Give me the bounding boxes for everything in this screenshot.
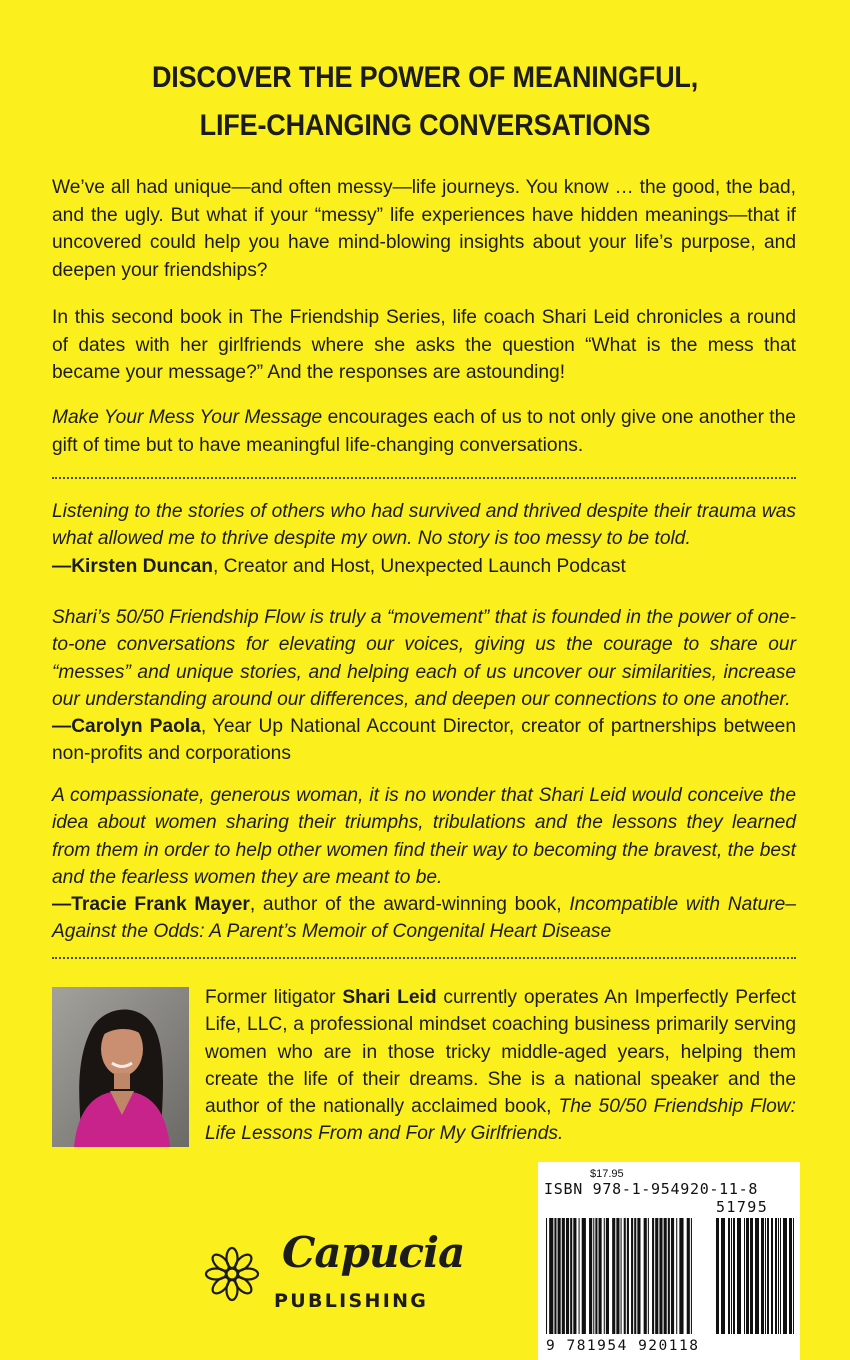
dotted-divider-bottom xyxy=(52,957,796,959)
barcode-bar xyxy=(733,1218,735,1334)
barcode-bar xyxy=(589,1218,592,1334)
barcode-bar xyxy=(606,1218,609,1334)
barcode-bar xyxy=(652,1218,654,1334)
testimonial-attribution: —Tracie Frank Mayer, author of the award-winning book, Incompatible with Nature–Against the Odds: A Parent’s Memoir of Congenital Heart Disease xyxy=(52,894,796,943)
barcode-bar xyxy=(750,1218,753,1334)
barcode-bar xyxy=(755,1218,759,1334)
intro-paragraph-3: Make Your Mess Your Message encourages each of us to not only give one another the gift of time but to have meaningful life-changing conversations. xyxy=(52,407,796,456)
ean-number: 9 781954 920118 xyxy=(546,1338,700,1354)
barcode-bar xyxy=(671,1218,674,1334)
barcode-bar xyxy=(767,1218,769,1334)
barcode-bar xyxy=(687,1218,690,1334)
testimonial-quote: Listening to the stories of others who had survived and thrived despite their trauma was what allowed me to thrive despite my own. No story is too messy to be told. xyxy=(52,501,796,550)
testimonial-2 xyxy=(52,604,796,768)
barcode-bar xyxy=(566,1218,569,1334)
isbn-label: ISBN 978-1-954920-11-8 xyxy=(544,1180,759,1198)
barcode-bar xyxy=(562,1218,565,1334)
barcode-bar xyxy=(616,1218,619,1334)
price-label: $17.95 xyxy=(590,1168,624,1180)
barcode-bar xyxy=(546,1218,547,1334)
barcode-bar xyxy=(612,1218,615,1334)
testimonial-attribution: —Kirsten Duncan, Creator and Host, Unexpected Launch Podcast xyxy=(52,555,626,577)
barcode-bar xyxy=(728,1218,730,1334)
author-portrait-image xyxy=(52,987,189,1147)
headline-line-1: DISCOVER THE POWER OF MEANINGFUL, xyxy=(151,61,699,94)
author-name: Shari Leid xyxy=(342,987,437,1008)
barcode-bar xyxy=(778,1218,779,1334)
barcode-bar xyxy=(775,1218,777,1334)
barcode-bar xyxy=(655,1218,658,1334)
dotted-divider-top xyxy=(52,477,796,479)
barcode-bar xyxy=(691,1218,692,1334)
barcode-bar xyxy=(573,1218,576,1334)
price-addon-number: 51795 xyxy=(716,1198,769,1216)
barcode-bar xyxy=(737,1218,741,1334)
barcode-bar xyxy=(604,1218,605,1334)
barcode-bar xyxy=(582,1218,586,1334)
publisher-word: PUBLISHING xyxy=(274,1290,429,1312)
testimonial-quote: A compassionate, generous woman, it is no wonder that Shari Leid would conceive the idea about women sharing their triumphs, tribulations and the lessons they learned from them in order to help other women find their way to becoming the bravest, the best and the fearless women they are meant to be. xyxy=(52,785,796,888)
testimonial-quote: Shari’s 50/50 Friendship Flow is truly a “movement” that is founded in the power of one-to-one conversations for elevating our voices, giving us the courage to share our “messes” and unique stories, and helping each of us uncover our similarities, increase our understanding around our differences, and deepen our connections to one another. xyxy=(52,607,796,710)
bio-book-title: The 50/50 Friendship Flow: Life Lessons From and For My Girlfriends. xyxy=(205,1096,796,1145)
barcode-bar xyxy=(593,1218,594,1334)
testimonial-1 xyxy=(52,498,796,580)
headline xyxy=(43,54,808,150)
barcode-bar xyxy=(731,1218,732,1334)
barcode-bar xyxy=(631,1218,633,1334)
barcode-bar xyxy=(659,1218,662,1334)
barcode-bar xyxy=(558,1218,561,1334)
intro-paragraph-2: In this second book in The Friendship Series, life coach Shari Leid chronicles a round of dates with her girlfriends where she asks the question “What is the mess that became your message?” And the responses are astounding! xyxy=(52,307,796,384)
barcode-bar xyxy=(637,1218,640,1334)
barcode-bar xyxy=(554,1218,556,1334)
barcode-bar xyxy=(721,1218,725,1334)
book-title: Make Your Mess Your Message xyxy=(52,407,323,428)
barcode-bar xyxy=(716,1218,719,1334)
barcode-bar xyxy=(668,1218,670,1334)
barcode-bar xyxy=(624,1218,626,1334)
barcode-bar xyxy=(664,1218,667,1334)
publisher-logo xyxy=(204,1228,465,1322)
barcode-bar xyxy=(579,1218,580,1334)
testimonial-3 xyxy=(52,782,796,946)
barcode-bar xyxy=(793,1218,794,1334)
barcode-bar xyxy=(570,1218,572,1334)
barcode-bar xyxy=(765,1218,766,1334)
author-photo xyxy=(52,987,189,1147)
headline-line-2: LIFE-CHANGING CONVERSATIONS xyxy=(199,109,651,142)
barcode-bar xyxy=(634,1218,636,1334)
barcode-bar xyxy=(676,1218,677,1334)
barcode-bar xyxy=(549,1218,553,1334)
barcode-bar xyxy=(679,1218,683,1334)
barcode-bar xyxy=(783,1218,787,1334)
author-bio: Former litigator Shari Leid currently operates An Imperfectly Perfect Life, LLC, a professional mindset coaching business primarily serving women who are in those tricky middle-aged years, helping them create the life of their dreams. She is a national speaker and the author of the nationally acclaimed book, The 50/50 Friendship Flow: Life Lessons From and For My Girlfriends. xyxy=(205,987,797,1145)
testimonial-attribution: —Carolyn Paola, Year Up National Account Director, creator of partnerships between non-profits and corporations xyxy=(52,716,796,765)
barcode-bar xyxy=(627,1218,629,1334)
barcode-bar xyxy=(744,1218,745,1334)
barcode-bar xyxy=(771,1218,773,1334)
barcode-bar xyxy=(648,1218,649,1334)
intro-paragraph-1: We’ve all had unique—and often messy—life journeys. You know … the good, the bad, and the ugly. But what if your “messy” life experiences have hidden meanings—that if uncovered could help you have mind-blowing insights about your life’s purpose, and deepen your friendships? xyxy=(52,177,796,281)
barcode-bar xyxy=(789,1218,792,1334)
isbn-barcode xyxy=(538,1162,800,1360)
barcode-bar xyxy=(644,1218,647,1334)
barcode-bar xyxy=(746,1218,749,1334)
flower-mandala-icon xyxy=(204,1246,260,1302)
barcode-bar xyxy=(761,1218,764,1334)
barcode-bar xyxy=(621,1218,622,1334)
publisher-script-name: Capucia xyxy=(282,1228,465,1277)
barcode-bar xyxy=(595,1218,597,1334)
barcode-bar xyxy=(599,1218,602,1334)
barcode-bar xyxy=(780,1218,781,1334)
